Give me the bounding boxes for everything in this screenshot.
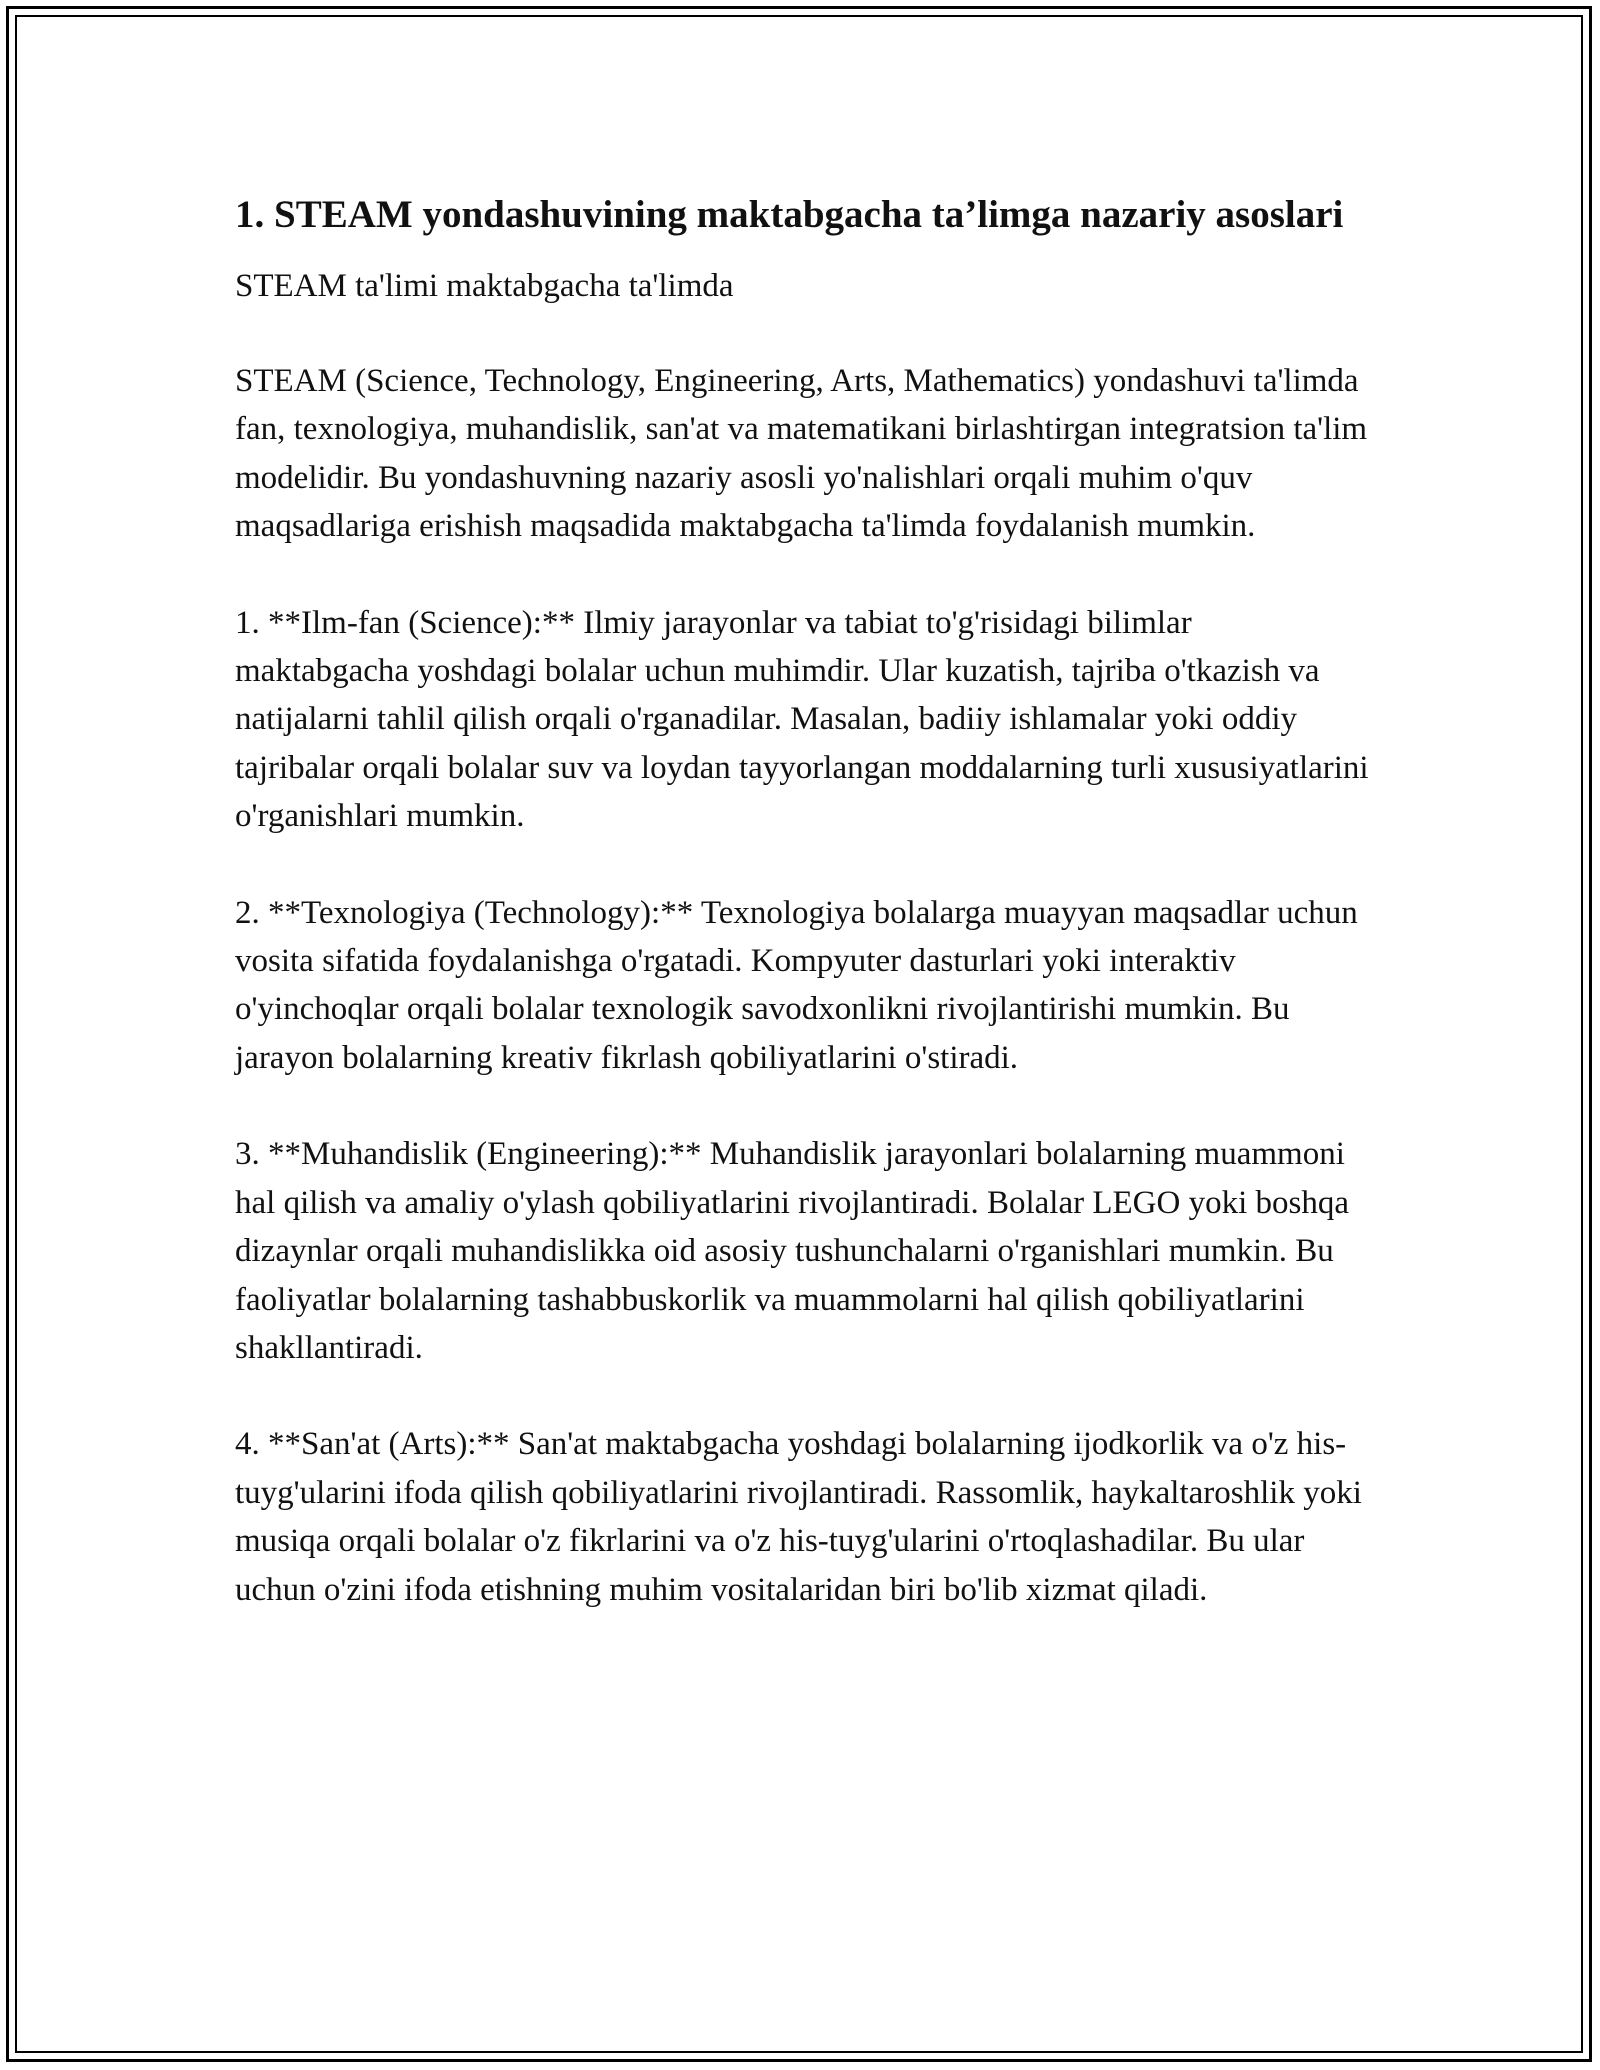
science-paragraph: 1. **Ilm-fan (Science):** Ilmiy jarayonlar va tabiat to'g'risidagi bilimlar maktabgacha yoshdagi bolalar uchun muhimdir. Ular kuzatish, tajriba o'tkazish va natijalarni tahlil qilish orqali o'rganadilar. Masalan, badiiy ishlamalar yoki oddiy tajribalar orqali bolalar suv va loydan tayyorlangan moddalarning turli xususiyatlarini o'rganishlari mumkin. <box>235 604 1369 835</box>
arts-paragraph: 4. **San'at (Arts):** San'at maktabgacha yoshdagi bolalarning ijodkorlik va o'z his-tuyg'ularini ifoda qilish qobiliyatlarini rivojlantiradi. Rassomlik, haykaltaroshlik yoki musiqa orqali bolalar o'z fikrlarini va o'z his-tuyg'ularini o'rtoqlashadilar. Bu ular uchun o'zini ifoda etishning muhim vositalaridan biri bo'lib xizmat qiladi. <box>235 1426 1362 1608</box>
page-title: 1. STEAM yondashuvining maktabgacha ta’limga nazariy asoslari <box>235 193 1344 236</box>
engineering-paragraph: 3. **Muhandislik (Engineering):** Muhandislik jarayonlari bolalarning muammoni hal qilish va amaliy o'ylash qobiliyatlarini rivojlantiradi. Bolalar LEGO yoki boshqa dizaynlar orqali muhandislikka oid asosiy tushunchalarni o'rganishlari mumkin. Bu faoliyatlar bolalarning tashabbuskorlik va muammolarni hal qilish qobiliyatlarini shakllantiradi. <box>235 1136 1349 1366</box>
document-body <box>235 188 1370 1662</box>
technology-paragraph: 2. **Texnologiya (Technology):** Texnologiya bolalarga muayyan maqsadlar uchun vosita sifatida foydalanishga o'rgatadi. Kompyuter dasturlari yoki interaktiv o'yinchoqlar orqali bolalar texnologik savodxonlikni rivojlantirishi mumkin. Bu jarayon bolalarning kreativ fikrlash qobiliyatlarini o'stiradi. <box>235 894 1358 1076</box>
intro-paragraph: STEAM (Science, Technology, Engineering, Arts, Mathematics) yondashuvi ta'limda fan, texnologiya, muhandislik, san'at va matematikani birlashtirgan integratsion ta'lim modelidir. Bu yondashuvning nazariy asosli yo'nalishlari orqali muhim o'quv maqsadlariga erishish maqsadida maktabgacha ta'limda foydalanish mumkin. <box>235 363 1368 545</box>
subtitle: STEAM ta'limi maktabgacha ta'limda <box>235 268 734 304</box>
